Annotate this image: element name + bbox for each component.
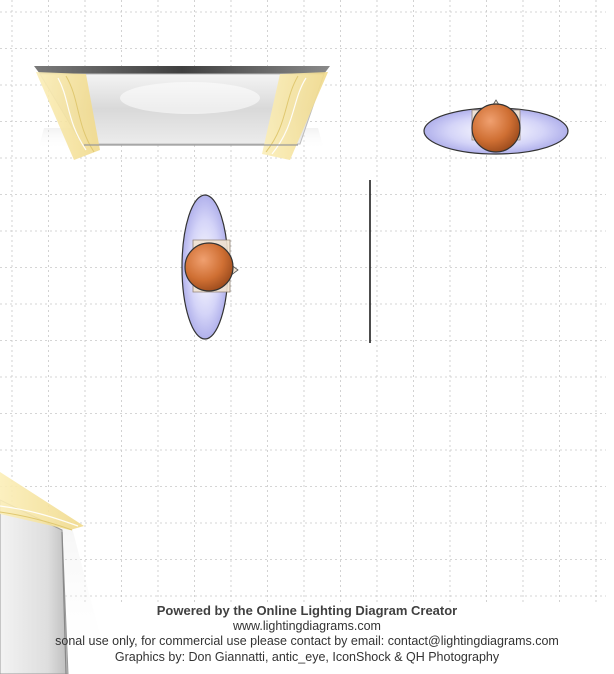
person-subject-left[interactable] — [182, 195, 238, 339]
softbox-light-top-left[interactable] — [34, 66, 330, 160]
person-subject-right[interactable] — [424, 100, 568, 154]
diagram-footer — [0, 603, 614, 674]
usage-notice-text: sonal use only, for commercial use please contact by email: contact@lightingdiagrams.com — [55, 634, 559, 648]
website-link[interactable]: www.lightingdiagrams.com — [233, 618, 381, 633]
credits-text: Graphics by: Don Giannatti, antic_eye, IconShock & QH Photography — [114, 649, 500, 664]
powered-by-text: Powered by the Online Lighting Diagram Creator — [156, 603, 458, 618]
